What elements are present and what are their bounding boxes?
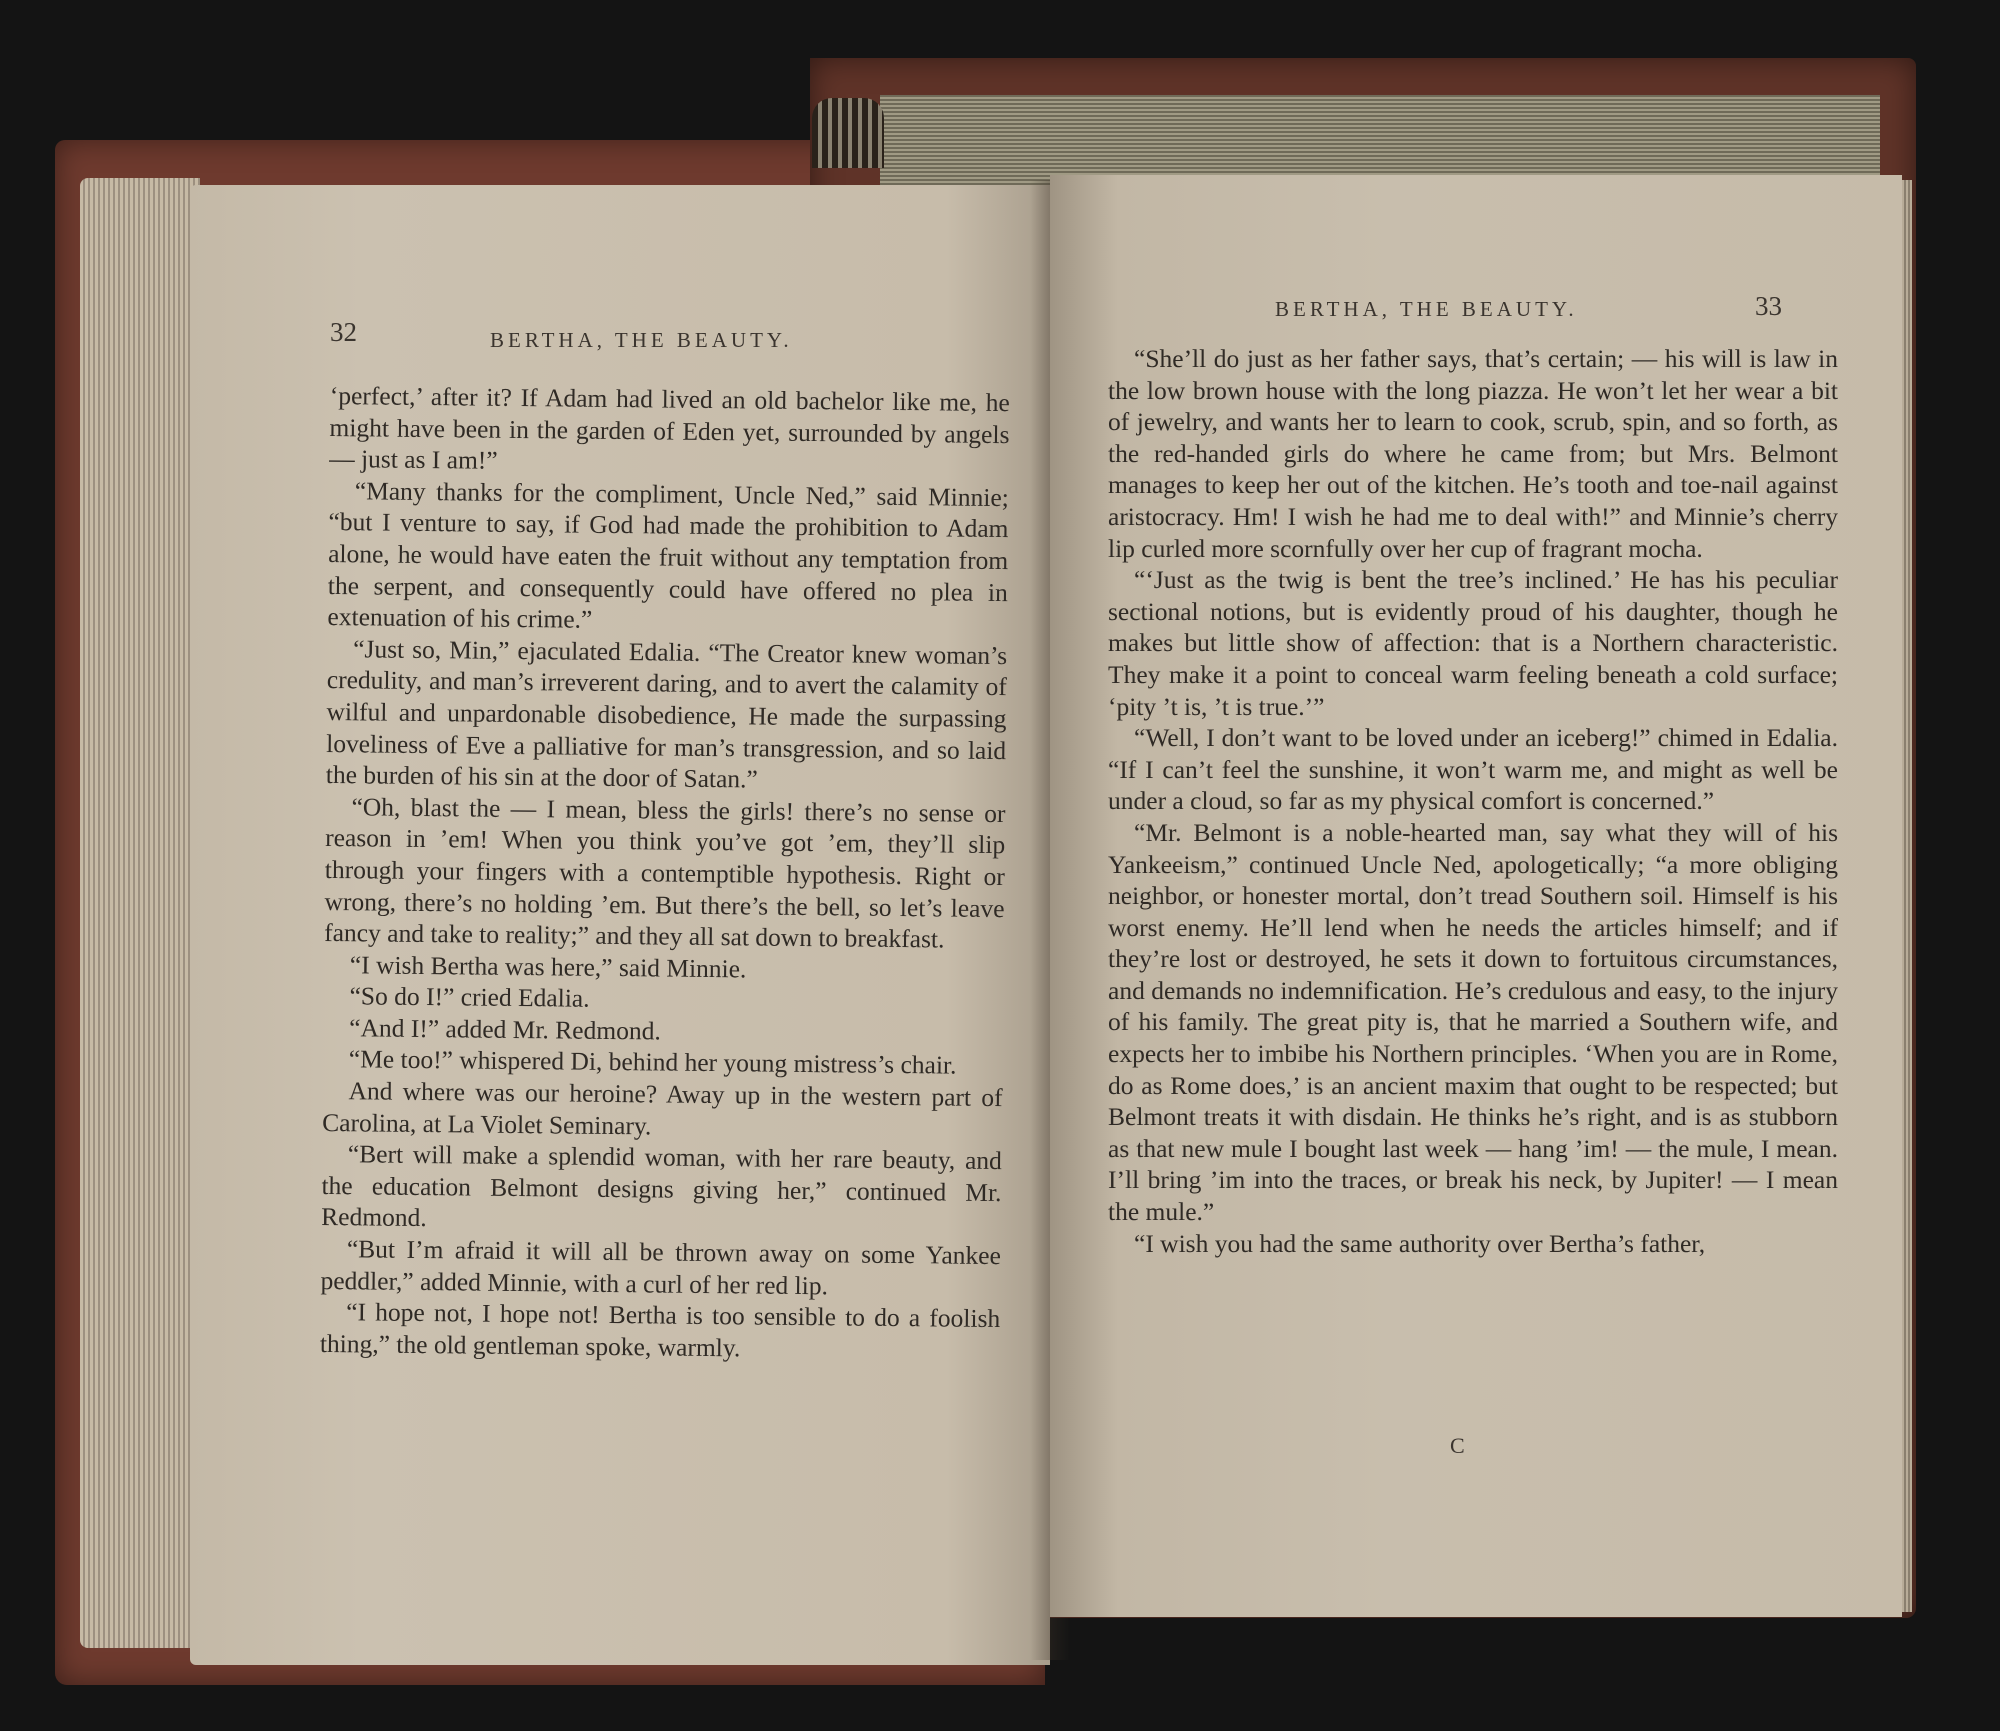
paragraph: “But I’m afraid it will all be thrown away on some Yankee peddler,” added Minnie, with a curl of her red lip.: [320, 1234, 1002, 1300]
signature-mark: C: [1450, 1433, 1465, 1458]
paragraph: “Mr. Belmont is a noble-hearted man, say what they will of his Yankeeism,” continued Uncle Ned, apologetically; “a more obliging neighbor, or honester mortal, don’t tread Southern soil. Himself is his worst enemy. He’ll lend when he needs the articles himself; and if they’re lost or destroyed, he sets it down to fortuitous circumstances, and demands no indemnification. He’s credulous and easy, to the injury of his family. The great pity is, that he married a Southern wife, and expects her to imbibe his Northern principles. ‘When you are in Rome, do as Rome does,’ is an ancient maxim that ought to be respected; but Belmont treats it with disdain. He thinks he’s right, and is as stubborn as that new mule I bought last week — hang ’im! — the mule, I mean. I’ll bring ’im into the traces, or break his neck, by Jupiter! — I mean the mule.”: [1108, 817, 1838, 1227]
paragraph: “I wish Bertha was here,” said Minnie.: [349, 949, 747, 984]
book-spine: [812, 98, 884, 168]
left-page: [190, 185, 1050, 1665]
paragraph: “Many thanks for the compliment, Uncle Ned,” said Minnie; “but I venture to say, if God had made the prohibition to Adam alone, he would have eaten the fruit without any temptation from the serpent, and consequently could have offered no plea in extenuation of his crime.”: [327, 476, 1009, 634]
paragraph: “She’ll do just as her father says, that’s certain; — his will is law in the low brown house with the long piazza. He won’t let her wear a bit of jewelry, and wants her to learn to cook, scrub, spin, and so forth, as the red-handed girls do where he came from; but Mrs. Belmont manages to keep her out of the kitchen. He’s tooth and toe-nail against aristocracy. Hm! I wish he had me to deal with!” and Minnie’s cherry lip curled more scornfully over her cup of fragrant mocha.: [1108, 344, 1838, 563]
paragraph: “Me too!” whispered Di, behind her young mistress’s chair.: [348, 1044, 957, 1081]
paragraph: “Oh, blast the — I mean, bless the girls! there’s no sense or reason in ’em! When you think you’ve got ’em, they’ll slip through your fingers with a contemptible hypothesis. Right or wrong, there’s no holding ’em. But there’s the bell, so let’s leave fancy and take to reality;” and they all sat down to breakfast.: [324, 791, 1006, 954]
paragraph: “Bert will make a splendid woman, with her rare beauty, and the education Belmont designs giving her,” continued Mr. Redmond.: [321, 1139, 1003, 1233]
left-page-text: [320, 380, 1010, 1366]
page-edges-top: [880, 95, 1880, 187]
paragraph: “I wish you had the same authority over Bertha’s father,: [1134, 1228, 1706, 1258]
paragraph: “Well, I don’t want to be loved under an iceberg!” chimed in Edalia. “If I can’t feel the sunshine, it won’t warm me, and might as well be under a cloud, so far as my physical comfort is concerned.”: [1108, 723, 1838, 816]
right-page: [1050, 175, 1902, 1617]
page-number: 32: [330, 317, 357, 347]
running-head: BERTHA, THE BEAUTY.: [490, 328, 793, 352]
paragraph: And where was our heroine? Away up in the western part of Carolina, at La Violet Seminary.: [322, 1076, 1003, 1141]
paragraph: “Just so, Min,” ejaculated Edalia. “The Creator knew woman’s credulity, and man’s irreverent daring, and to avert the calamity of wilful and unpardonable disobedience, He made the surpassing loveliness of Eve a palliative for man’s transgression, and so laid the burden of his sin at the door of Satan.”: [325, 634, 1008, 794]
running-head: BERTHA, THE BEAUTY.: [1275, 297, 1578, 321]
paragraph: “I hope not, I hope not! Bertha is too sensible to do a foolish thing,” the old gentleman spoke, warmly.: [319, 1297, 1001, 1363]
paragraph: “So do I!” cried Edalia.: [349, 981, 590, 1014]
paragraph: “And I!” added Mr. Redmond.: [349, 1013, 661, 1046]
right-page-text: [1108, 343, 1838, 1259]
page-number: 33: [1755, 291, 1782, 321]
paragraph: “‘Just as the twig is bent the tree’s inclined.’ He has his peculiar sectional notions, but is evidently proud of his daughter, though he makes but little show of affection: that is a Northern characteristic. They make it a point to conceal warm feeling beneath a cold surface; ‘pity ’t is, ’t is true.’”: [1108, 565, 1838, 721]
paragraph: ‘perfect,’ after it? If Adam had lived an old bachelor like me, he might have been in the garden of Eden yet, surrounded by angels — just as I am!”: [329, 380, 1010, 475]
page-edges-left: [80, 178, 200, 1648]
